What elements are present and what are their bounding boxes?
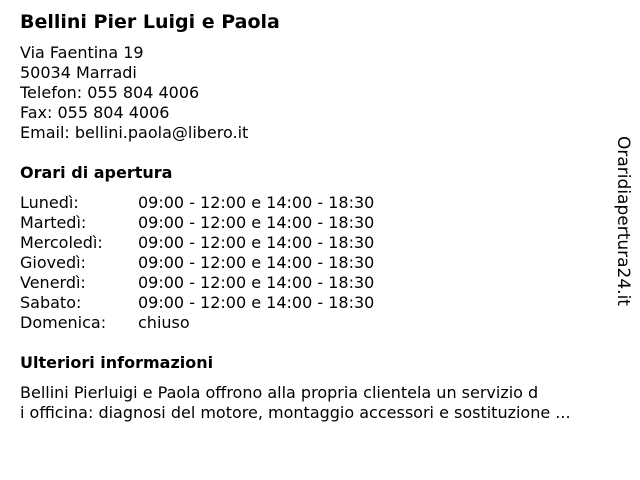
day-hours: chiuso (138, 313, 190, 332)
address: Via Faentina 19 (20, 43, 144, 62)
info-heading: Ulteriori informazioni (20, 353, 214, 372)
day-label: Domenica: (20, 313, 107, 332)
day-hours: 09:00 - 12:00 e 14:00 - 18:30 (138, 273, 375, 292)
day-label: Sabato: (20, 293, 82, 312)
day-label: Giovedì: (20, 253, 86, 272)
business-name: Bellini Pier Luigi e Paola (20, 11, 280, 33)
day-hours: 09:00 - 12:00 e 14:00 - 18:30 (138, 293, 375, 312)
day-hours: 09:00 - 12:00 e 14:00 - 18:30 (138, 193, 375, 212)
info-description (20, 383, 630, 423)
site-watermark: Oraridiapertura24.it (613, 136, 633, 306)
day-label: Venerdì: (20, 273, 86, 292)
contact-block (20, 43, 248, 143)
city: 50034 Marradi (20, 63, 137, 82)
day-hours: 09:00 - 12:00 e 14:00 - 18:30 (138, 213, 375, 232)
phone: Telefon: 055 804 4006 (20, 83, 200, 102)
info-line: Bellini Pierluigi e Paola offrono alla propria clientela un servizio d (20, 383, 539, 402)
info-line: i officina: diagnosi del motore, montaggio accessori e sostituzione ... (20, 403, 571, 422)
day-label: Mercoledì: (20, 233, 103, 252)
fax: Fax: 055 804 4006 (20, 103, 170, 122)
email: Email: bellini.paola@libero.it (20, 123, 249, 142)
day-label: Lunedì: (20, 193, 79, 212)
day-hours: 09:00 - 12:00 e 14:00 - 18:30 (138, 233, 375, 252)
day-hours: 09:00 - 12:00 e 14:00 - 18:30 (138, 253, 375, 272)
day-label: Martedì: (20, 213, 87, 232)
hours-heading: Orari di apertura (20, 163, 173, 182)
